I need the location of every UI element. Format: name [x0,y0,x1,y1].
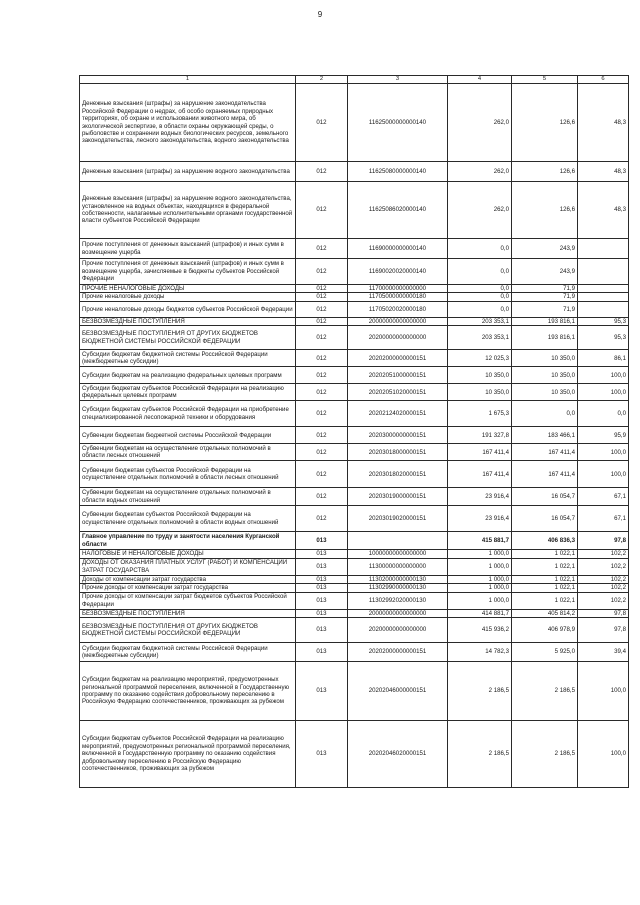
row-code: 013 [296,558,348,575]
row-name: Субсидии бюджетам на реализацию мероприятий, предусмотренных региональной программой переселения, включенной в Государственную программу по оказанию содействия добровольному переселению в Российскую Федерацию соотечественников, проживающих за рубежом [80,662,296,721]
table-row [80,84,629,162]
row-name: Субсидии бюджетам бюджетной системы Российской Федерации (межбюджетные субсидии) [80,643,296,662]
row-kbk: 20203019020000151 [348,506,448,532]
row-code: 012 [296,182,348,239]
row-code: 012 [296,350,348,367]
row-code: 012 [296,506,348,532]
row-kbk: 11625086020000140 [348,182,448,239]
row-fact: 406 978,9 [512,618,578,643]
table-row [80,575,629,583]
row-kbk: 20000000000000000 [348,609,448,617]
row-fact: 193 816,1 [512,317,578,325]
row-fact: 71,9 [512,285,578,293]
row-fact: 243,9 [512,239,578,259]
row-percent: 67,1 [578,488,629,506]
row-plan: 23 916,4 [448,506,512,532]
table-row [80,550,629,558]
header-cell: 5 [512,76,578,84]
row-code: 012 [296,301,348,317]
row-plan: 262,0 [448,162,512,182]
row-fact: 0,0 [512,401,578,427]
row-percent [578,259,629,285]
revenue-table [79,75,629,788]
row-plan: 0,0 [448,239,512,259]
row-plan: 262,0 [448,84,512,162]
row-code: 012 [296,401,348,427]
row-code: 013 [296,609,348,617]
table-row [80,367,629,384]
table-row [80,618,629,643]
row-percent: 102,2 [578,550,629,558]
row-code: 013 [296,550,348,558]
header-cell: 2 [296,76,348,84]
row-kbk [348,532,448,550]
table-row [80,721,629,788]
row-fact: 126,6 [512,84,578,162]
row-kbk: 20203000000000151 [348,427,448,444]
row-plan: 262,0 [448,182,512,239]
row-kbk: 20202000000000151 [348,350,448,367]
row-name: Прочие неналоговые доходы [80,293,296,301]
row-name: ПРОЧИЕ НЕНАЛОГОВЫЕ ДОХОДЫ [80,285,296,293]
row-fact: 10 350,0 [512,350,578,367]
row-code: 012 [296,317,348,325]
row-name: Прочие доходы от компенсации затрат государства [80,584,296,592]
row-name: Субсидии бюджетам бюджетной системы Российской Федерации (межбюджетные субсидии) [80,350,296,367]
row-plan: 191 327,8 [448,427,512,444]
row-percent: 100,0 [578,721,629,788]
row-percent: 97,8 [578,618,629,643]
row-fact: 1 022,1 [512,558,578,575]
row-plan: 414 881,7 [448,609,512,617]
row-percent [578,285,629,293]
row-percent: 67,1 [578,506,629,532]
row-percent: 95,3 [578,317,629,325]
row-fact: 167 411,4 [512,461,578,488]
row-fact: 1 022,1 [512,584,578,592]
row-percent: 95,9 [578,427,629,444]
row-code: 012 [296,293,348,301]
row-name: Субвенции бюджетам субъектов Российской Федерации на осуществление отдельных полномочий в области лесных отношений [80,461,296,488]
row-percent: 102,2 [578,558,629,575]
table-row [80,239,629,259]
row-percent: 48,3 [578,182,629,239]
row-code: 012 [296,488,348,506]
row-percent [578,293,629,301]
row-kbk: 20202051000000151 [348,367,448,384]
row-percent [578,239,629,259]
row-name: БЕЗВОЗМЕЗДНЫЕ ПОСТУПЛЕНИЯ ОТ ДРУГИХ БЮДЖЕТОВ БЮДЖЕТНОЙ СИСТЕМЫ РОССИЙСКОЙ ФЕДЕРАЦИИ [80,618,296,643]
row-name: БЕЗВОЗМЕЗДНЫЕ ПОСТУПЛЕНИЯ [80,317,296,325]
row-fact: 406 836,3 [512,532,578,550]
table-row [80,427,629,444]
row-plan: 167 411,4 [448,444,512,461]
table-row [80,285,629,293]
row-name: Субсидии бюджетам субъектов Российской Федерации на реализацию мероприятий, предусмотренных региональной программой переселения, включенной в Государственную программу по оказанию содействия добровольному переселению в Российскую Федерацию соотечественников, проживающих за рубежом [80,721,296,788]
row-plan: 0,0 [448,301,512,317]
row-fact: 10 350,0 [512,384,578,401]
row-name: Прочие поступления от денежных взысканий (штрафов) и иных сумм в возмещение ущерба, зачисляемые в бюджеты субъектов Российской Федерации [80,259,296,285]
row-kbk: 11700000000000000 [348,285,448,293]
row-kbk: 11302000000000130 [348,575,448,583]
row-percent: 100,0 [578,461,629,488]
row-code: 012 [296,427,348,444]
row-plan: 167 411,4 [448,461,512,488]
row-fact: 71,9 [512,301,578,317]
row-name: Субвенции бюджетам бюджетной системы Российской Федерации [80,427,296,444]
row-code: 012 [296,367,348,384]
row-name: Денежные взыскания (штрафы) за нарушение законодательства Российской Федерации о недрах, об особо охраняемых природных территориях, об охране и использовании животного мира, об экологической экспертизе, в области охраны окружающей среды, о рыболовстве и сохранении водных биологических ресурсов, земельного законодательства, лесного законодательства, водного законодательства [80,84,296,162]
row-percent: 102,2 [578,584,629,592]
row-percent: 102,2 [578,592,629,609]
row-percent: 39,4 [578,643,629,662]
row-code: 012 [296,162,348,182]
table-row [80,592,629,609]
table-row [80,444,629,461]
row-name: БЕЗВОЗМЕЗДНЫЕ ПОСТУПЛЕНИЯ [80,609,296,617]
row-name: Прочие поступления от денежных взысканий (штрафов) и иных сумм в возмещение ущерба [80,239,296,259]
row-plan: 415 881,7 [448,532,512,550]
row-percent: 100,0 [578,662,629,721]
row-plan: 2 186,5 [448,721,512,788]
row-fact: 71,9 [512,293,578,301]
row-code: 012 [296,326,348,350]
row-name: Субсидии бюджетам на реализацию федеральных целевых программ [80,367,296,384]
row-fact: 1 022,1 [512,550,578,558]
row-fact: 243,9 [512,259,578,285]
row-plan: 203 353,1 [448,317,512,325]
row-plan: 1 675,3 [448,401,512,427]
row-name: Субвенции бюджетам на осуществление отдельных полномочий в области лесных отношений [80,444,296,461]
row-name: Субвенции бюджетам на осуществление отдельных полномочий в области водных отношений [80,488,296,506]
row-code: 012 [296,84,348,162]
row-fact: 1 022,1 [512,575,578,583]
row-fact: 126,6 [512,182,578,239]
row-name: Субсидии бюджетам субъектов Российской Федерации на приобретение специализированной лесопожарной техники и оборудования [80,401,296,427]
row-kbk: 11690020020000140 [348,259,448,285]
table-row [80,384,629,401]
row-plan: 1 000,0 [448,592,512,609]
header-cell: 4 [448,76,512,84]
row-kbk: 11705020020000180 [348,301,448,317]
table-row [80,401,629,427]
header-cell: 3 [348,76,448,84]
row-name: Главное управление по труду и занятости населения Курганской области [80,532,296,550]
table-row [80,162,629,182]
row-kbk: 20202000000000151 [348,643,448,662]
row-code: 013 [296,592,348,609]
row-kbk: 10000000000000000 [348,550,448,558]
row-plan: 0,0 [448,293,512,301]
row-percent: 97,8 [578,532,629,550]
row-code: 012 [296,259,348,285]
table-row [80,301,629,317]
row-kbk: 11690000000000140 [348,239,448,259]
row-kbk: 11302992020000130 [348,592,448,609]
row-name: Субвенции бюджетам субъектов Российской Федерации на осуществление отдельных полномочий в области водных отношений [80,506,296,532]
row-code: 012 [296,239,348,259]
row-plan: 23 916,4 [448,488,512,506]
row-fact: 16 054,7 [512,506,578,532]
table-row [80,662,629,721]
row-fact: 193 816,1 [512,326,578,350]
table-row [80,488,629,506]
row-percent: 100,0 [578,444,629,461]
row-name: Субсидии бюджетам субъектов Российской Федерации на реализацию федеральных целевых программ [80,384,296,401]
row-plan: 10 350,0 [448,384,512,401]
row-fact: 5 925,0 [512,643,578,662]
header-cell: 1 [80,76,296,84]
table-row [80,609,629,617]
table-header-row [80,76,629,84]
row-plan: 0,0 [448,259,512,285]
row-code: 013 [296,575,348,583]
row-percent: 100,0 [578,384,629,401]
row-fact: 183 466,1 [512,427,578,444]
table-row [80,350,629,367]
row-percent: 48,3 [578,162,629,182]
row-fact: 2 186,5 [512,662,578,721]
row-plan: 12 025,3 [448,350,512,367]
row-plan: 2 186,5 [448,662,512,721]
table-row [80,584,629,592]
row-name: Доходы от компенсации затрат государства [80,575,296,583]
row-fact: 126,6 [512,162,578,182]
row-fact: 405 814,2 [512,609,578,617]
row-code: 012 [296,461,348,488]
table-row [80,643,629,662]
row-kbk: 11625000000000140 [348,84,448,162]
row-code: 013 [296,618,348,643]
row-percent [578,301,629,317]
row-kbk: 20000000000000000 [348,317,448,325]
row-kbk: 20203018020000151 [348,461,448,488]
table-row [80,317,629,325]
row-kbk: 20202046020000151 [348,721,448,788]
row-percent: 97,8 [578,609,629,617]
table-row [80,182,629,239]
row-name: ДОХОДЫ ОТ ОКАЗАНИЯ ПЛАТНЫХ УСЛУГ (РАБОТ) И КОМПЕНСАЦИИ ЗАТРАТ ГОСУДАРСТВА [80,558,296,575]
row-kbk: 11302990000000130 [348,584,448,592]
row-name: НАЛОГОВЫЕ И НЕНАЛОГОВЫЕ ДОХОДЫ [80,550,296,558]
row-plan: 415 936,2 [448,618,512,643]
page-number: 9 [317,10,323,19]
row-percent: 100,0 [578,367,629,384]
row-fact: 16 054,7 [512,488,578,506]
row-code: 012 [296,285,348,293]
table-row [80,293,629,301]
table-row [80,506,629,532]
row-plan: 0,0 [448,285,512,293]
row-kbk: 20202046000000151 [348,662,448,721]
row-name: БЕЗВОЗМЕЗДНЫЕ ПОСТУПЛЕНИЯ ОТ ДРУГИХ БЮДЖЕТОВ БЮДЖЕТНОЙ СИСТЕМЫ РОССИЙСКОЙ ФЕДЕРАЦИИ [80,326,296,350]
row-code: 012 [296,384,348,401]
row-kbk: 20203019000000151 [348,488,448,506]
header-cell: 6 [578,76,629,84]
row-kbk: 20200000000000000 [348,326,448,350]
row-code: 013 [296,643,348,662]
table-row [80,259,629,285]
table-row [80,461,629,488]
row-name: Денежные взыскания (штрафы) за нарушение водного законодательства, установленное на водных объектах, находящихся в федеральной собственности, налагаемые исполнительными органами государственной власти субъектов Российской Федерации [80,182,296,239]
row-plan: 1 000,0 [448,584,512,592]
row-code: 013 [296,662,348,721]
row-plan: 14 782,3 [448,643,512,662]
row-percent: 102,2 [578,575,629,583]
row-name: Денежные взыскания (штрафы) за нарушение водного законодательства [80,162,296,182]
row-fact: 2 186,5 [512,721,578,788]
table-row [80,558,629,575]
row-name: Прочие неналоговые доходы бюджетов субъектов Российской Федерации [80,301,296,317]
row-fact: 1 022,1 [512,592,578,609]
row-code: 013 [296,584,348,592]
row-percent: 48,3 [578,84,629,162]
row-name: Прочие доходы от компенсации затрат бюджетов субъектов Российской Федерации [80,592,296,609]
row-plan: 10 350,0 [448,367,512,384]
row-kbk: 11300000000000000 [348,558,448,575]
row-kbk: 20202051020000151 [348,384,448,401]
row-fact: 167 411,4 [512,444,578,461]
row-fact: 10 350,0 [512,367,578,384]
row-kbk: 20203018000000151 [348,444,448,461]
row-kbk: 20200000000000000 [348,618,448,643]
row-plan: 203 353,1 [448,326,512,350]
row-percent: 95,3 [578,326,629,350]
row-kbk: 11625080000000140 [348,162,448,182]
row-percent: 0,0 [578,401,629,427]
row-plan: 1 000,0 [448,575,512,583]
table-row [80,532,629,550]
table-row [80,326,629,350]
row-plan: 1 000,0 [448,558,512,575]
row-code: 013 [296,721,348,788]
row-percent: 86,1 [578,350,629,367]
row-code: 012 [296,444,348,461]
row-kbk: 11705000000000180 [348,293,448,301]
row-plan: 1 000,0 [448,550,512,558]
row-code: 013 [296,532,348,550]
row-kbk: 20202124020000151 [348,401,448,427]
